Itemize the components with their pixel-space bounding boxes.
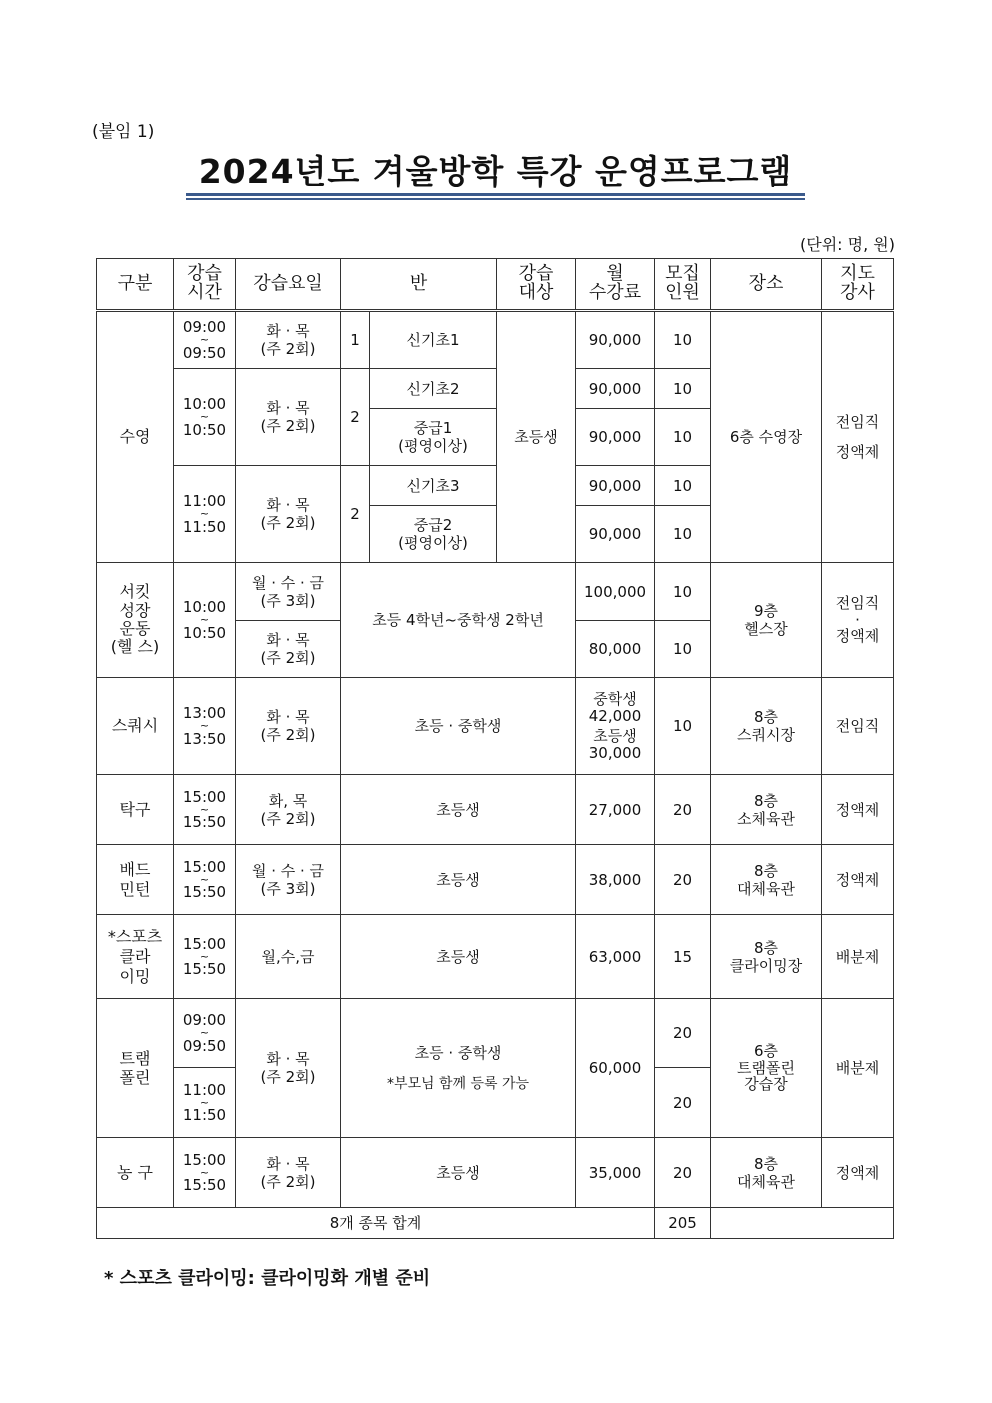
days-cell: 화 · 목 (주 2회): [236, 466, 341, 563]
target-cell: 초등생: [341, 1138, 576, 1208]
place-cell: 8층 클라이밍장: [711, 915, 822, 999]
class-name: 중급1 (평영이상): [370, 409, 497, 466]
target-cell: 초등생: [341, 845, 576, 915]
class-group-no: 1: [341, 311, 370, 369]
time-cell: 15:00 ~ 15:50: [174, 915, 236, 999]
attachment-label: (붙임 1): [92, 122, 155, 142]
header-fee: 월 수강료: [576, 259, 655, 311]
fee-cell: 35,000: [576, 1138, 655, 1208]
target-cell: 초등생: [341, 775, 576, 845]
table-row: [97, 845, 894, 915]
trampoline-place: 6층 트램폴린 강습장: [711, 999, 822, 1138]
time-cell: 15:00 ~ 15:50: [174, 775, 236, 845]
footnote: * 스포츠 클라이밍: 클라이밍화 개별 준비: [104, 1268, 431, 1289]
quota-cell: 10: [655, 466, 711, 506]
fee-cell: 90,000: [576, 466, 655, 506]
fee-cell: 90,000: [576, 369, 655, 409]
time-cell: 13:00 ~ 13:50: [174, 678, 236, 775]
page-title: 2024년도 겨울방학 특강 운영프로그램: [198, 152, 793, 191]
time-cell: 10:00 ~ 10:50: [174, 563, 236, 678]
quota-cell: 10: [655, 409, 711, 466]
circuit-target: 초등 4학년~중학생 2학년: [341, 563, 576, 678]
place-cell: 8층 스쿼시장: [711, 678, 822, 775]
quota-cell: 15: [655, 915, 711, 999]
table-row: [97, 1138, 894, 1208]
circuit-instructor: 전임직 · 정액제: [822, 563, 894, 678]
fee-cell: 90,000: [576, 311, 655, 369]
swim-instructor: 전임직 정액제: [822, 311, 894, 563]
header-category: 구분: [97, 259, 174, 311]
quota-cell: 10: [655, 311, 711, 369]
place-cell: 8층 대체육관: [711, 845, 822, 915]
quota-cell: 10: [655, 369, 711, 409]
quota-cell: 20: [655, 1068, 711, 1138]
instructor-cell: 배분제: [822, 915, 894, 999]
table-row: [97, 999, 894, 1068]
title-underline: [186, 193, 805, 196]
class-name: 신기초3: [370, 466, 497, 506]
time-cell: 15:00 ~ 15:50: [174, 845, 236, 915]
category-circuit: 서킷 성장 운동 (헬 스): [97, 563, 174, 678]
days-cell: 화 · 목 (주 2회): [236, 999, 341, 1138]
quota-cell: 20: [655, 845, 711, 915]
category-badminton: 배드 민턴: [97, 845, 174, 915]
header-place: 장소: [711, 259, 822, 311]
time-cell: 11:00 ~ 11:50: [174, 466, 236, 563]
place-cell: 8층 소체육관: [711, 775, 822, 845]
circuit-place: 9층 헬스장: [711, 563, 822, 678]
swim-target: 초등생: [497, 311, 576, 563]
table-row: [97, 915, 894, 999]
time-cell: 11:00 ~ 11:50: [174, 1068, 236, 1138]
fee-cell: 60,000: [576, 999, 655, 1138]
fee-cell: 80,000: [576, 621, 655, 678]
title-underline-2: [186, 198, 805, 200]
category-swim: 수영: [97, 311, 174, 563]
instructor-cell: 정액제: [822, 775, 894, 845]
time-cell: 09:00 ~ 09:50: [174, 999, 236, 1068]
days-cell: 화 · 목 (주 2회): [236, 1138, 341, 1208]
header-time: 강습 시간: [174, 259, 236, 311]
total-row: [97, 1208, 894, 1239]
fee-cell: 중학생 42,000 초등생 30,000: [576, 678, 655, 775]
header-days: 강습요일: [236, 259, 341, 311]
class-group-no: 2: [341, 369, 370, 466]
category-tabletennis: 탁구: [97, 775, 174, 845]
category-basketball: 농 구: [97, 1138, 174, 1208]
time-cell: 15:00 ~ 15:50: [174, 1138, 236, 1208]
quota-cell: 10: [655, 678, 711, 775]
place-cell: 8층 대체육관: [711, 1138, 822, 1208]
header-class: 반: [341, 259, 497, 311]
trampoline-target: 초등 · 중학생 *부모님 함께 등록 가능: [341, 999, 576, 1138]
category-squash: 스쿼시: [97, 678, 174, 775]
fee-cell: 90,000: [576, 506, 655, 563]
target-cell: 초등생: [341, 915, 576, 999]
quota-cell: 20: [655, 999, 711, 1068]
swim-place: 6층 수영장: [711, 311, 822, 563]
header-quota: 모집 인원: [655, 259, 711, 311]
quota-cell: 10: [655, 563, 711, 621]
quota-cell: 20: [655, 775, 711, 845]
header-instructor: 지도 강사: [822, 259, 894, 311]
table-row: [97, 563, 894, 621]
total-label: 8개 종목 합계: [97, 1208, 655, 1239]
days-cell: 화 · 목 (주 2회): [236, 369, 341, 466]
class-name: 신기초1: [370, 311, 497, 369]
quota-cell: 10: [655, 506, 711, 563]
days-cell: 월 · 수 · 금 (주 3회): [236, 845, 341, 915]
table-row: [97, 678, 894, 775]
header-target: 강습 대상: [497, 259, 576, 311]
total-empty: [711, 1208, 894, 1239]
days-cell: 월 · 수 · 금 (주 3회): [236, 563, 341, 621]
category-trampoline: 트램 폴린: [97, 999, 174, 1138]
fee-cell: 27,000: [576, 775, 655, 845]
squash-target: 초등 · 중학생: [341, 678, 576, 775]
table-row: [97, 775, 894, 845]
time-cell: 10:00 ~ 10:50: [174, 369, 236, 466]
days-cell: 화 · 목 (주 2회): [236, 678, 341, 775]
unit-note: (단위: 명, 원): [800, 235, 895, 254]
fee-cell: 63,000: [576, 915, 655, 999]
days-cell: 화, 목 (주 2회): [236, 775, 341, 845]
instructor-cell: 정액제: [822, 1138, 894, 1208]
fee-cell: 100,000: [576, 563, 655, 621]
instructor-cell: 전임직: [822, 678, 894, 775]
class-name: 중급2 (평영이상): [370, 506, 497, 563]
days-cell: 화 · 목 (주 2회): [236, 621, 341, 678]
days-cell: 화 · 목 (주 2회): [236, 311, 341, 369]
fee-cell: 90,000: [576, 409, 655, 466]
days-cell: 월,수,금: [236, 915, 341, 999]
program-table: [96, 258, 894, 1239]
instructor-cell: 정액제: [822, 845, 894, 915]
category-climbing: *스포츠 클라 이밍: [97, 915, 174, 999]
fee-cell: 38,000: [576, 845, 655, 915]
table-row: [97, 311, 894, 369]
total-quota: 205: [655, 1208, 711, 1239]
quota-cell: 20: [655, 1138, 711, 1208]
quota-cell: 10: [655, 621, 711, 678]
time-cell: 09:00 ~ 09:50: [174, 311, 236, 369]
class-name: 신기초2: [370, 369, 497, 409]
class-group-no: 2: [341, 466, 370, 563]
instructor-cell: 배분제: [822, 999, 894, 1138]
